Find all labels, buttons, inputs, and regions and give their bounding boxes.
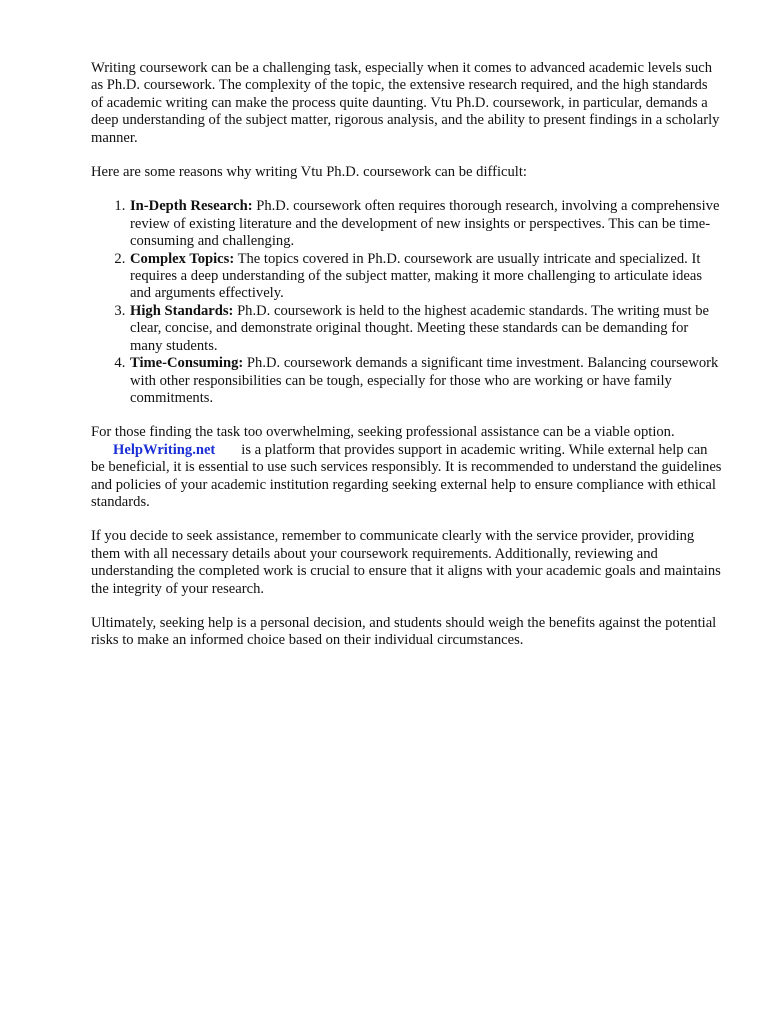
list-item (129, 355, 723, 407)
reasons-list (91, 198, 723, 407)
reason-text: Ph.D. coursework demands a significant time investment. Balancing coursework with other responsibilities can be tough, especially for those who are working or have family commitments. (130, 355, 719, 406)
reasons-lead: Here are some reasons why writing Vtu Ph.D. coursework can be difficult: (91, 164, 527, 181)
reason-text: Ph.D. coursework often requires thorough research, involving a comprehensive review of existing literature and the development of new insights or perspectives. This can be time-consuming and challenging. (130, 198, 720, 250)
assistance-text-after: is a platform that provides support in academic writing. While external help can be beneficial, it is essential to use such services responsibly. It is recommended to understand the guidelines and policies of your academic institution regarding seeking external help to ensure compliance with ethical standards. (91, 441, 722, 510)
list-item (129, 198, 723, 250)
reason-term: Time-Consuming: (130, 355, 244, 372)
reason-term: In-Depth Research: (130, 198, 253, 215)
assistance-text-before: For those finding the task too overwhelming, seeking professional assistance can be a viable option. (91, 424, 675, 441)
reason-text: Ph.D. coursework is held to the highest academic standards. The writing must be clear, concise, and demonstrate original thought. Meeting these standards can be demanding for many students. (130, 302, 709, 354)
helpwriting-link[interactable]: HelpWriting.net (113, 441, 216, 458)
reason-term: High Standards: (130, 302, 234, 319)
conclusion-paragraph: Ultimately, seeking help is a personal decision, and students should weigh the benefits against the potential risks to make an informed choice based on their individual circumstances. (91, 614, 717, 649)
document-page (91, 60, 723, 667)
assistance-paragraph (91, 424, 723, 511)
list-item (129, 303, 723, 355)
reason-text: The topics covered in Ph.D. coursework are usually intricate and specialized. It requires a deep understanding of the subject matter, making it more challenging to articulate ideas and arguments effectively. (130, 250, 703, 302)
intro-paragraph: Writing coursework can be a challenging task, especially when it comes to advanced academic levels such as Ph.D. coursework. The complexity of the topic, the extensive research required, and the high standards of academic writing can make the process quite daunting. Vtu Ph.D. coursework, in particular, demands a deep understanding of the subject matter, rigorous analysis, and the ability to present findings in a scholarly manner. (91, 60, 720, 146)
reason-term: Complex Topics: (130, 250, 235, 267)
communicate-paragraph: If you decide to seek assistance, remember to communicate clearly with the service provider, providing them with all necessary details about your coursework requirements. Additionally, reviewing and understanding the completed work is crucial to ensure that it aligns with your academic goals and maintains the integrity of your research. (91, 528, 721, 597)
list-item (129, 251, 723, 303)
